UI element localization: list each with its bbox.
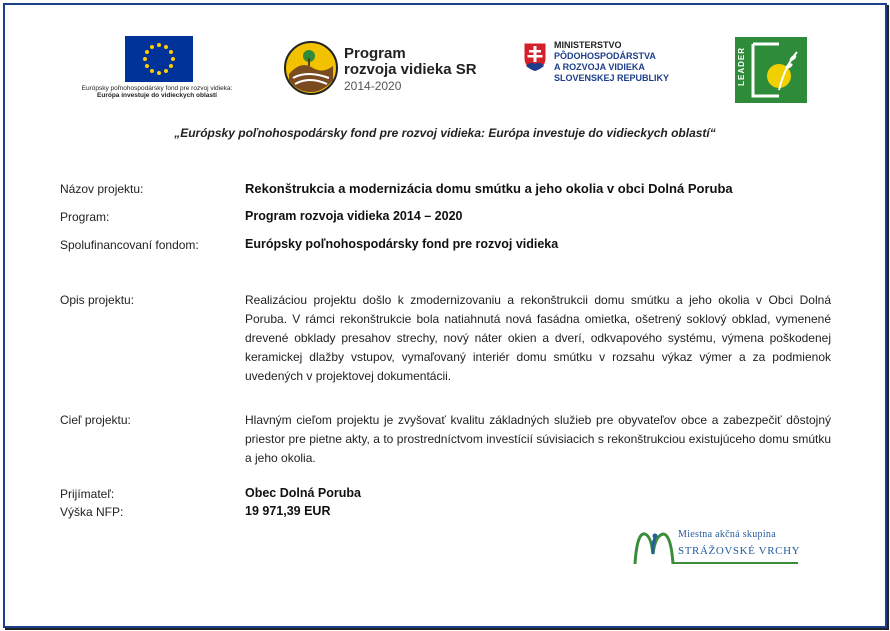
mas-line-1: Miestna akčná skupina [678,529,776,540]
nfp-value: 19 971,39 EUR [245,504,331,518]
recipient-label: Prijímateľ: [60,487,115,501]
mas-line-2: STRÁŽOVSKÉ VRCHY [678,545,801,557]
fund-value: Európsky poľnohospodársky fond pre rozvoj vidieka [245,237,559,251]
prv-title [344,46,477,78]
goal-label: Cieľ projektu: [60,413,131,427]
ministry-line-2: PÔDOHOSPODÁRSTVA [554,51,656,61]
project-name-label: Názov projektu: [60,182,144,196]
fund-label: Spolufinancovaní fondom: [60,238,199,252]
ministry-logo [523,40,683,100]
eu-flag-icon [125,36,193,82]
prv-emblem-icon [283,40,339,96]
program-label: Program: [60,210,110,224]
ministry-line-4: SLOVENSKEJ REPUBLIKY [554,73,670,83]
ministry-line-1: MINISTERSTVO [554,40,622,50]
description-label: Opis projektu: [60,293,135,307]
recipient-value: Obec Dolná Poruba [245,486,361,500]
eu-caption-line-1: Európsky poľnohospodársky fond pre rozvoj vidieka: [81,85,233,92]
mas-strazovske-vrchy-logo [633,524,803,568]
goal-text: Hlavným cieľom projektu je zvyšovať kvalitu základných služieb pre obyvateľov obce a zabezpečiť dôstojný priestor pre pietne akty, a to prostredníctvom investícií súvisiacich s rekonštrukciou existujúceho domu smútku a jeho okolia. [245,413,831,465]
ministry-name [554,40,669,84]
description-text: Realizáciou projektu došlo k zmodernizovaniu a rekonštrukcii domu smútku a jeho okolia v Obci Dolná Poruba. V rámci rekonštrukcie bola natiahnutá nová fasádna omietka, ošetrený soklový obklad, vymenené drevené obklady presahov strechy, nový náter okien a dverí, odkvapového systému, výmena poškodenej keramickej dlažby vstupov, vymaľovaný interiér domu smútku v rozsahu výkaz výmer a za podmienok uvedených v projektovej dokumentácii. [245,293,831,383]
mas-underline [673,562,798,564]
prv-years: 2014-2020 [344,79,402,93]
project-name: Rekonštrukcia a modernizácia domu smútku a jeho okolia v obci Dolná Poruba [245,181,733,196]
fund-motto: „Európsky poľnohospodársky fond pre rozvoj vidieka: Európa investuje do vidieckych oblastí“ [174,126,716,140]
prv-title-line-2: rozvoja vidieka SR [344,61,477,78]
prv-title-line-1: Program [344,45,406,62]
ministry-line-3: A ROZVOJA VIDIEKA [554,62,645,72]
program-value: Program rozvoja vidieka 2014 – 2020 [245,209,463,223]
mas-emblem-icon [633,524,675,568]
eu-logo [72,36,242,99]
leader-logo [735,37,807,103]
nfp-label: Výška NFP: [60,505,124,519]
prv-logo [283,40,483,96]
eu-caption-line-2: Európa investuje do vidieckych oblastí [97,92,217,99]
leader-text: LEADER [737,47,746,86]
leader-emblem-icon [749,40,805,100]
slovak-coat-of-arms-icon [523,42,547,72]
